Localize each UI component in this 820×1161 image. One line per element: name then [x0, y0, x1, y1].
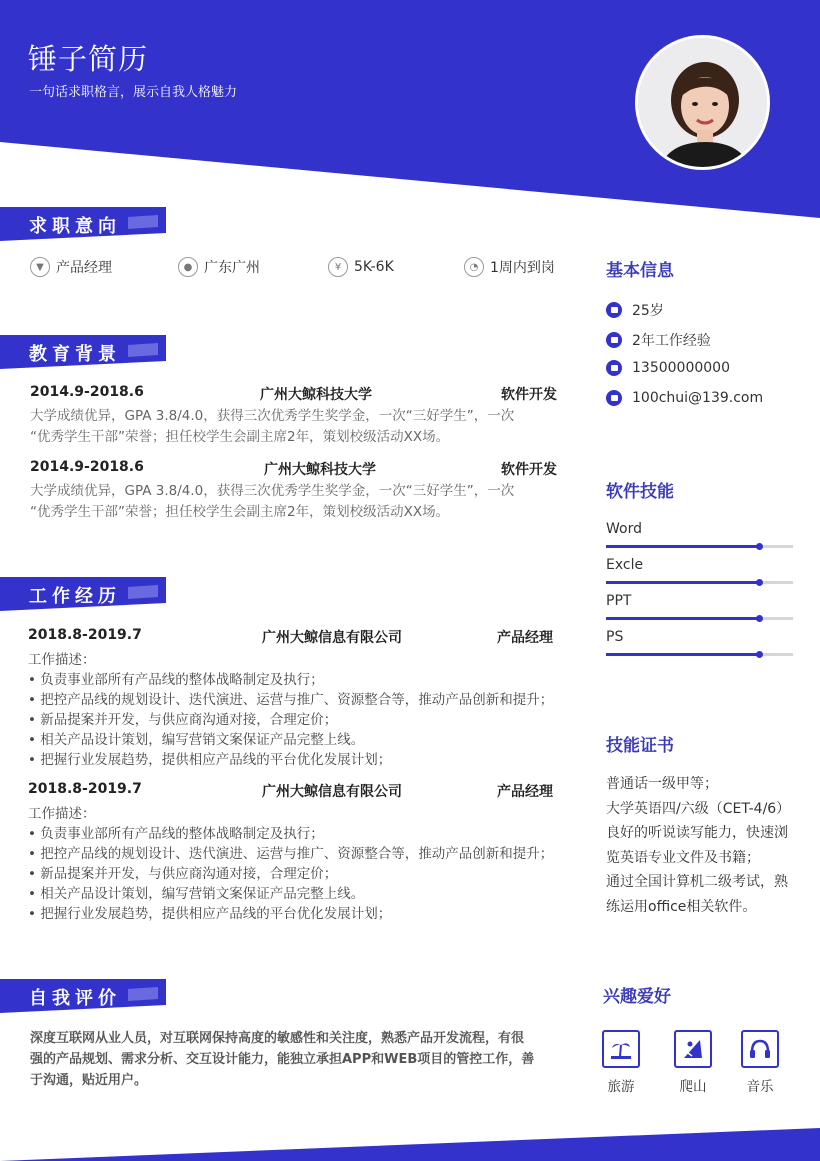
person-icon	[606, 302, 622, 318]
clock-icon: ◔	[464, 257, 484, 277]
info-experience: 2年工作经验	[606, 330, 711, 350]
work-1-company: 广州大鲸信息有限公司	[262, 630, 402, 646]
skill-ps-fill	[606, 653, 759, 656]
edu-1-major: 软件开发	[501, 387, 557, 403]
intent-position: ▼ 产品经理	[30, 257, 112, 277]
self-evaluation-text: 深度互联网从业人员，对互联网保持高度的敏感性和关注度，熟悉产品开发流程，有很 强的产品规划、需求分析、交互设计能力，能独立承担APP和WEB项目的管控工作，善 于沟通，贴近用户。	[30, 1031, 535, 1088]
intent-availability: ◔ 1周内到岗	[464, 257, 555, 277]
skill-excel-dot	[756, 579, 763, 586]
work-1-description: 工作描述： • 负责事业部所有产品线的整体战略制定及执行； • 把控产品线的规划设计、迭代演进、运营与推广、资源整合等，推动产品创新和提升； • 新品提案并开发，与供应商沟通对接，合理定价； • 相关产品设计策划，编写营销文案保证产品完整上线。 • 把握行业发展趋势，提供相应产品线的平台优化发展计划；	[28, 652, 554, 768]
intent-salary: ¥ 5K-6K	[328, 257, 394, 277]
resume-motto: 一句话求职格言，展示自我人格魅力	[29, 85, 238, 100]
edu-1-school: 广州大鲸科技大学	[260, 387, 372, 403]
skill-excel-fill	[606, 581, 759, 584]
section-title-work: 工作经历	[0, 577, 166, 611]
hobby-music: 音乐	[740, 1030, 780, 1095]
edu-2-school: 广州大鲸科技大学	[264, 462, 376, 478]
certificates-text: 普通话一级甲等； 大学英语四/六级（CET-4/6） 良好的听说读写能力，快速浏 览英语专业文件及书籍； 通过全国计算机二级考试，熟 练运用office相关软件。	[606, 776, 791, 915]
work-2-company: 广州大鲸信息有限公司	[262, 784, 402, 800]
skill-ppt-fill	[606, 617, 759, 620]
certificates-title: 技能证书	[606, 736, 674, 756]
skill-excel-label: Excle	[606, 557, 644, 573]
travel-icon	[602, 1030, 640, 1068]
basic-info-title: 基本信息	[606, 261, 674, 281]
yen-icon: ¥	[328, 257, 348, 277]
intent-location: ● 广东广州	[178, 257, 260, 277]
resume-name: 锤子简历	[28, 42, 149, 76]
footer-band	[0, 1128, 820, 1161]
skill-ps-label: PS	[606, 629, 624, 645]
edu-1-date: 2014.9-2018.6	[30, 384, 144, 400]
skill-word-label: Word	[606, 521, 642, 537]
section-title-education: 教育背景	[0, 335, 166, 369]
avatar	[635, 35, 770, 170]
skill-word-bar	[606, 545, 793, 548]
mail-icon	[606, 390, 622, 406]
skill-ppt-dot	[756, 615, 763, 622]
edu-2-major: 软件开发	[501, 462, 557, 478]
info-age: 25岁	[606, 300, 664, 320]
work-1-role: 产品经理	[497, 630, 553, 646]
briefcase-icon	[606, 332, 622, 348]
skill-ps-dot	[756, 651, 763, 658]
work-2-description: 工作描述： • 负责事业部所有产品线的整体战略制定及执行； • 把控产品线的规划设计、迭代演进、运营与推广、资源整合等，推动产品创新和提升； • 新品提案并开发，与供应商沟通对接，合理定价； • 相关产品设计策划，编写营销文案保证产品完整上线。 • 把握行业发展趋势，提供相应产品线的平台优化发展计划；	[28, 806, 554, 922]
skill-word-fill	[606, 545, 759, 548]
section-title-intent: 求职意向	[0, 207, 166, 241]
skill-excel-bar	[606, 581, 793, 584]
skill-word-dot	[756, 543, 763, 550]
skill-ppt-bar	[606, 617, 793, 620]
location-icon: ●	[178, 257, 198, 277]
section-title-self-eval: 自我评价	[0, 979, 166, 1013]
edu-2-date: 2014.9-2018.6	[30, 459, 144, 475]
hobby-travel: 旅游	[601, 1030, 641, 1095]
work-1-date: 2018.8-2019.7	[28, 627, 142, 643]
skill-ppt-label: PPT	[606, 593, 632, 609]
tie-icon: ▼	[30, 257, 50, 277]
info-email: 100chui@139.com	[606, 390, 763, 406]
skill-ps-bar	[606, 653, 793, 656]
work-2-date: 2018.8-2019.7	[28, 781, 142, 797]
climbing-icon	[674, 1030, 712, 1068]
hobbies-title: 兴趣爱好	[603, 987, 671, 1007]
hobby-climbing: 爬山	[673, 1030, 713, 1095]
info-phone: 13500000000	[606, 360, 730, 376]
edu-2-description: 大学成绩优异，GPA 3.8/4.0，获得三次优秀学生奖学金，一次“三好学生”，一次 “优秀学生干部”荣誉；担任校学生会副主席2年，策划校级活动XX场。	[30, 483, 515, 520]
software-skills-title: 软件技能	[606, 482, 674, 502]
edu-1-description: 大学成绩优异，GPA 3.8/4.0，获得三次优秀学生奖学金，一次“三好学生”，一次 “优秀学生干部”荣誉；担任校学生会副主席2年，策划校级活动XX场。	[30, 408, 515, 445]
phone-icon	[606, 360, 622, 376]
music-icon	[741, 1030, 779, 1068]
work-2-role: 产品经理	[497, 784, 553, 800]
